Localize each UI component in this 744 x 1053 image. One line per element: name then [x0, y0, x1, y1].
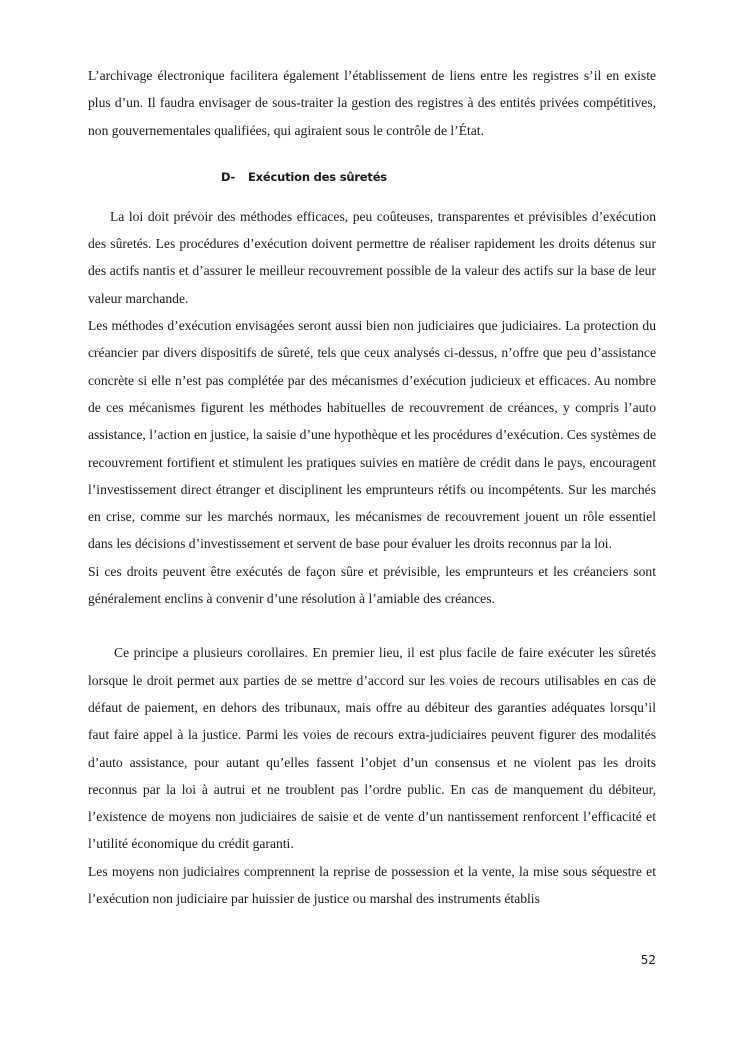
- section-heading: [88, 164, 656, 191]
- section-title: Exécution des sûretés: [248, 169, 387, 184]
- paragraph-principe: Ce principe a plusieurs corollaires. En premier lieu, il est plus facile de faire exécuter les sûretés lorsque le droit permet aux parties de se mettre d’accord sur les voies de recours utilisables en cas de défaut de paiement, en dehors des tribunaux, mais offre au débiteur des garanties adéquates lorsqu’il faut faire appel à la justice. Parmi les voies de recours extra-judiciaires peuvent figurer des modalités d’auto assistance, pour autant qu’elles fassent l’objet d’un consensus et ne violent pas les droits reconnus par la loi à autrui et ne troublent pas l’ordre public. En cas de manquement du débiteur, l’existence de moyens non judiciaires de saisie et de vente d’un nantissement renforcent l’efficacité et l’utilité économique du crédit garanti.: [88, 645, 656, 852]
- paragraph-loi: La loi doit prévoir des méthodes efficaces, peu coûteuses, transparentes et prévisibles d’exécution des sûretés. Les procédures d’exécution doivent permettre de réaliser rapidement les droits détenus sur des actifs nantis et d’assurer le meilleur recouvrement possible de la valeur des actifs sur la base de leur valeur marchande.: [88, 208, 656, 306]
- paragraph-archivage: L’archivage électronique facilitera également l’établissement de liens entre les registres s’il en existe plus d’un. Il faudra envisager de sous-traiter la gestion des registres à des entités privées compétitives, non gouvernementales qualifiées, qui agiraient sous le contrôle de l’État.: [88, 68, 656, 138]
- paragraph-moyens: Les moyens non judiciaires comprennent la reprise de possession et la vente, la mise sous séquestre et l’exécution non judiciaire par huissier de justice ou marshal des instruments établis: [88, 863, 656, 907]
- spacer: [88, 191, 656, 203]
- spacer: [88, 144, 656, 164]
- paragraph-methodes: Les méthodes d’exécution envisagées seront aussi bien non judiciaires que judiciaires. La protection du créancier par divers dispositifs de sûreté, tels que ceux analysés ci-dessus, n’offre que peu d’assistance concrète si elle n’est pas complétée par des mécanismes d’exécution judicieux et efficaces. Au nombre de ces mécanismes figurent les méthodes habituelles de recouvrement de créances, y compris l’auto assistance, l’action en justice, la saisie d’une hypothèque et les procédures d’exécution. Ces systèmes de recouvrement fortifient et stimulent les pratiques suivies en matière de crédit dans le pays, encouragent l’investissement direct étranger et disciplinent les emprunteurs rétifs ou incompétents. Sur les marchés en crise, comme sur les marchés normaux, les mécanismes de recouvrement jouent un rôle essentiel dans les décisions d’investissement et servent de base pour évaluer les droits reconnus par la loi.: [88, 318, 656, 552]
- spacer: [88, 612, 656, 639]
- paragraph-droits: Si ces droits peuvent être exécutés de façon sûre et prévisible, les emprunteurs et les créanciers sont généralement enclins à convenir d’une résolution à l’amiable des créances.: [88, 563, 656, 607]
- document-page: [88, 62, 656, 912]
- page-number: 52: [640, 953, 656, 967]
- section-number: D-: [221, 169, 236, 184]
